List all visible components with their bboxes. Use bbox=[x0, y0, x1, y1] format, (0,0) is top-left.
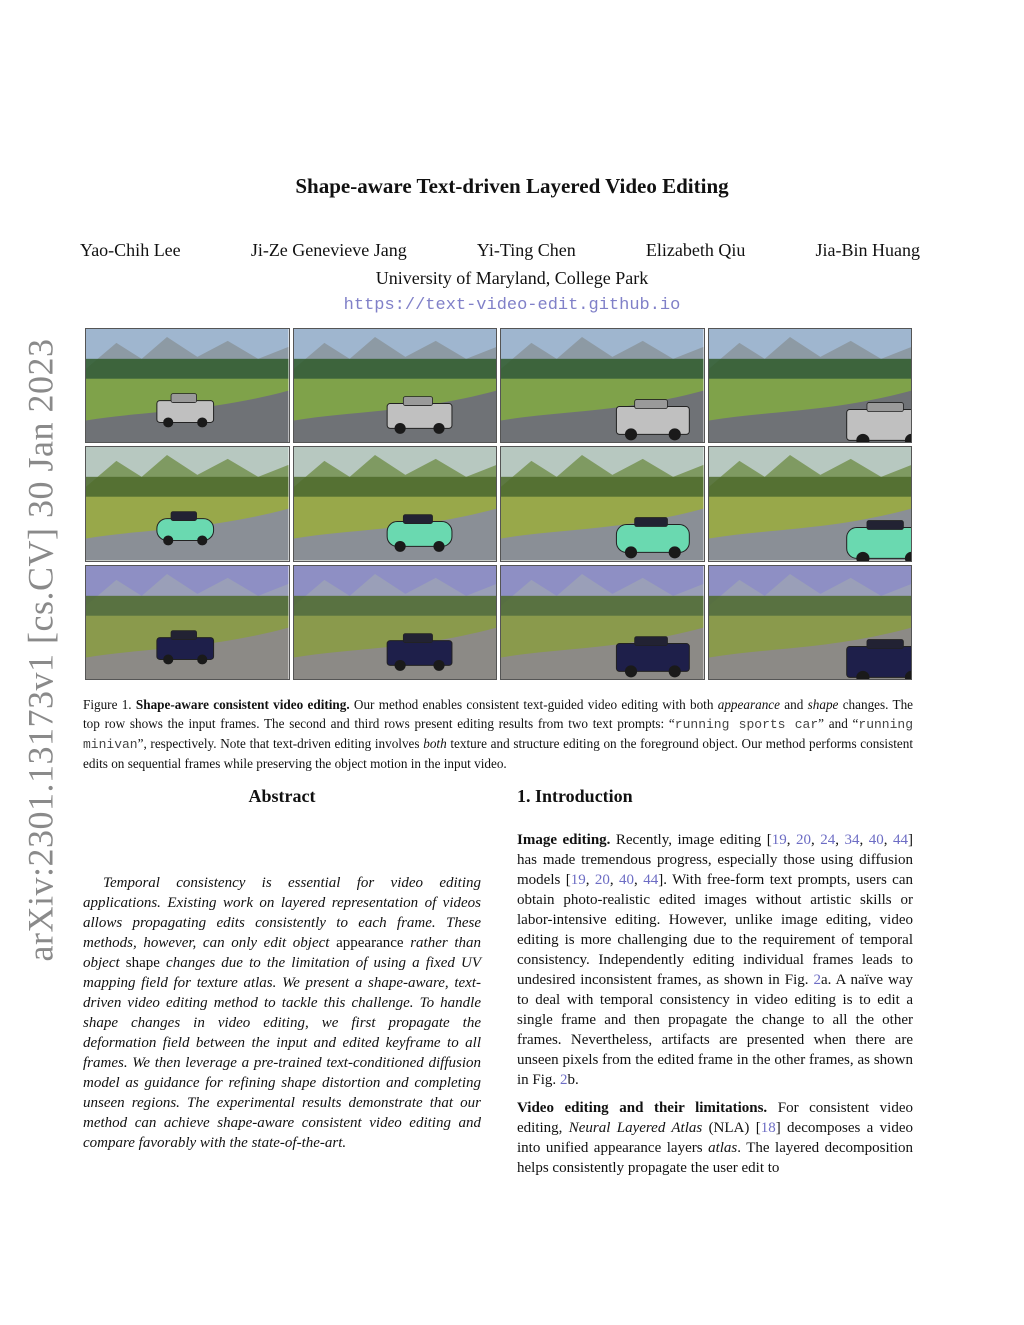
car-cabin bbox=[171, 394, 197, 403]
car-wheel bbox=[197, 654, 207, 664]
paragraph-lead: Image editing. bbox=[517, 832, 611, 848]
tree-line bbox=[294, 359, 497, 381]
paragraph-italic: atlas bbox=[708, 1140, 738, 1156]
abstract-upright-word: shape bbox=[125, 955, 160, 971]
figure-frame bbox=[293, 446, 498, 561]
tree-line bbox=[294, 477, 497, 499]
author-name: Ji-Ze Genevieve Jang bbox=[250, 240, 407, 260]
abstract-body bbox=[83, 873, 481, 1153]
caption-text: changes. The top row shows the input frames. The second and third rows present editing results from two text prompts: “ bbox=[83, 697, 914, 731]
car-wheel bbox=[433, 541, 444, 552]
author-list bbox=[80, 240, 920, 261]
car-wheel bbox=[197, 417, 207, 427]
introduction-heading: 1. Introduction bbox=[517, 786, 633, 806]
paragraph-text: Recently, image editing [ bbox=[610, 832, 772, 848]
paragraph-italic: Neural Layered Atlas bbox=[568, 1120, 703, 1136]
paragraph-text: a. A naïve way to deal with temporal consistency in video editing is to edit a single frame and then propagate the change to all the other frames. Nevertheless, artifacts are presented when there are unseen pixels from the edited frame in the other frames, as shown in Fig. bbox=[517, 972, 913, 1088]
figure-frame bbox=[500, 328, 705, 443]
car-wheel bbox=[669, 665, 681, 677]
car-cabin bbox=[866, 403, 902, 412]
figure-frame bbox=[708, 565, 913, 680]
car-wheel bbox=[163, 417, 173, 427]
paragraph-text: ]. With free-form text prompts, users can obtain photo-realistic edited images without artistic skills or labor-intensive editing. However, unlike image editing, video editing is more challenging due to the requirement of temporal consistency. Independently editing individual frames leads to undesired inconsistent frames, as shown in Fig. bbox=[517, 872, 913, 988]
arxiv-stamp bbox=[0, 338, 80, 962]
tree-line bbox=[709, 595, 912, 617]
caption-text: ” and “ bbox=[818, 716, 859, 731]
caption-italic: both bbox=[423, 736, 447, 751]
abstract-column bbox=[83, 786, 481, 1168]
tree-line bbox=[86, 595, 289, 617]
citation-link[interactable]: 44 bbox=[893, 832, 909, 848]
citation-link[interactable]: 40 bbox=[619, 872, 635, 888]
paragraph-text: . The layered decomposition helps consistently propagate the user edit to bbox=[517, 1140, 913, 1176]
author-name: Elizabeth Qiu bbox=[645, 240, 746, 260]
tree-line bbox=[501, 595, 704, 617]
figure-frame bbox=[708, 328, 913, 443]
author-name: Jia-Bin Huang bbox=[815, 240, 920, 260]
abstract-heading: Abstract bbox=[248, 786, 316, 806]
citation-link[interactable]: 18 bbox=[760, 1120, 776, 1136]
car-wheel bbox=[669, 428, 681, 440]
car-body bbox=[846, 528, 911, 559]
figure-frame bbox=[293, 328, 498, 443]
car-cabin bbox=[403, 633, 432, 642]
tree-line bbox=[501, 359, 704, 381]
car-wheel bbox=[394, 660, 405, 671]
figure-frame bbox=[85, 446, 290, 561]
citation-link[interactable]: 20 bbox=[796, 832, 812, 848]
car-cabin bbox=[635, 518, 668, 527]
car-wheel bbox=[163, 536, 173, 546]
figure-1-frames bbox=[85, 328, 912, 680]
tree-line bbox=[709, 359, 912, 381]
paragraph-text: ] has made tremendous progress, especially those using diffusion models [ bbox=[517, 832, 914, 888]
tree-line bbox=[501, 477, 704, 499]
car-wheel bbox=[669, 547, 681, 559]
car-cabin bbox=[635, 636, 668, 645]
car-wheel bbox=[394, 423, 405, 434]
car-wheel bbox=[433, 660, 444, 671]
figure-frame bbox=[708, 446, 913, 561]
citation-link[interactable]: 20 bbox=[594, 872, 610, 888]
introduction-column bbox=[517, 786, 913, 1178]
paragraph-text: ] decomposes a video into unified appearance layers bbox=[517, 1120, 913, 1156]
caption-italic: shape bbox=[807, 697, 839, 712]
project-url-link[interactable]: https://text-video-edit.github.io bbox=[343, 296, 681, 315]
paragraph-text: (NLA) [ bbox=[702, 1120, 761, 1136]
figure-frame bbox=[500, 446, 705, 561]
figure-frame bbox=[85, 565, 290, 680]
car-wheel bbox=[625, 547, 637, 559]
caption-text: Our method enables consistent text-guided video editing with both bbox=[349, 697, 718, 712]
caption-text: and bbox=[780, 697, 808, 712]
abstract-text: changes due to the limitation of using a fixed UV mapping field for texture atlas. We present a shape-aware, text-driven video editing method to tackle this challenge. To handle shape changes in video editing, we first propagate the deformation field between the input and edited keyframe to all frames. We then leverage a pre-trained text-conditioned diffusion model as guidance for refining shape distortion and completing unseen regions. The experimental results demonstrate that our method can achieve shape-aware consistent video editing and compare favorably with the state-of-the-art. bbox=[83, 955, 481, 1151]
figure-ref-link[interactable]: 2 bbox=[813, 972, 821, 988]
author-name: Yi-Ting Chen bbox=[476, 240, 576, 260]
abstract-upright-word: appearance bbox=[336, 935, 404, 951]
car-wheel bbox=[625, 665, 637, 677]
car-wheel bbox=[163, 654, 173, 664]
caption-prompt: running sports car bbox=[674, 717, 819, 732]
caption-prompt: running minivan bbox=[83, 717, 913, 752]
figure-frame bbox=[85, 328, 290, 443]
caption-text: texture and structure editing on the foreground object. Our method performs consistent edits on sequential frames while preserving the object motion in the input video. bbox=[83, 736, 913, 771]
citation-link[interactable]: 24 bbox=[820, 832, 836, 848]
paragraph-lead: Video editing and their limitations. bbox=[517, 1100, 768, 1116]
car-cabin bbox=[171, 630, 197, 639]
citation-link[interactable]: 44 bbox=[643, 872, 659, 888]
car-cabin bbox=[403, 397, 432, 406]
car-body bbox=[846, 646, 911, 677]
author-name: Yao-Chih Lee bbox=[80, 240, 181, 260]
tree-line bbox=[86, 477, 289, 499]
car-wheel bbox=[433, 423, 444, 434]
car-cabin bbox=[635, 400, 668, 409]
caption-bold: Shape-aware consistent video editing. bbox=[135, 697, 350, 712]
tree-line bbox=[86, 359, 289, 381]
car-body bbox=[846, 410, 911, 441]
caption-text: ”, respectively. Note that text-driven editing involves bbox=[137, 736, 424, 751]
tree-line bbox=[294, 595, 497, 617]
car-cabin bbox=[171, 512, 197, 521]
caption-label: Figure 1. bbox=[83, 697, 132, 712]
citation-link[interactable]: 34 bbox=[844, 832, 860, 848]
figure-caption bbox=[83, 695, 913, 773]
paper-title: Shape-aware Text-driven Layered Video Editing bbox=[295, 174, 729, 198]
car-wheel bbox=[394, 541, 405, 552]
paragraph-text: b. bbox=[567, 1072, 579, 1088]
paragraph-image-editing: Image editing. Recently, image editing [19, 20, 24, 34, 40, 44] has made tremendous progress, especially those using diffusion models [19, 20, 40, 44]. With free-form text prompts, users can obtain photo-realistic edited images without artistic skills or labor-intensive editing. However, unlike image editing, video editing is more challenging due to the requirement of temporal consistency. Independently editing individual frames leads to undesired inconsistent frames, as shown in Fig. 2a. A naïve way to deal with temporal consistency in video editing is to edit a single frame and then propagate the change to all the other frames. Nevertheless, artifacts are presented when there are unseen pixels from the edited frame in the other frames, as shown in Fig. 2b. bbox=[517, 832, 914, 1088]
paragraph-text: For consistent video editing, bbox=[517, 1100, 914, 1136]
car-cabin bbox=[866, 639, 902, 648]
car-wheel bbox=[197, 536, 207, 546]
caption-italic: appearance bbox=[717, 697, 780, 712]
citation-link[interactable]: 40 bbox=[868, 832, 884, 848]
citation-link[interactable]: 19 bbox=[771, 832, 787, 848]
figure-ref-link[interactable]: 2 bbox=[559, 1072, 568, 1088]
car-cabin bbox=[866, 521, 902, 530]
affiliation: University of Maryland, College Park bbox=[375, 268, 649, 288]
citation-link[interactable]: 19 bbox=[570, 872, 586, 888]
tree-line bbox=[709, 477, 912, 499]
car-cabin bbox=[403, 515, 432, 524]
figure-frame bbox=[500, 565, 705, 680]
car-wheel bbox=[625, 428, 637, 440]
abstract-text: Temporal consistency is essential for video editing applications. Existing work on layered representation of videos allows propagating edits consistently to each frame. These methods, however, can only edit object bbox=[83, 875, 481, 951]
arxiv-id: arXiv:2301.13173v1 [cs.CV] 30 Jan 2023 bbox=[20, 338, 60, 962]
paragraph-video-editing bbox=[517, 1098, 913, 1178]
figure-frame bbox=[293, 565, 498, 680]
abstract-text: rather than object bbox=[83, 935, 482, 971]
